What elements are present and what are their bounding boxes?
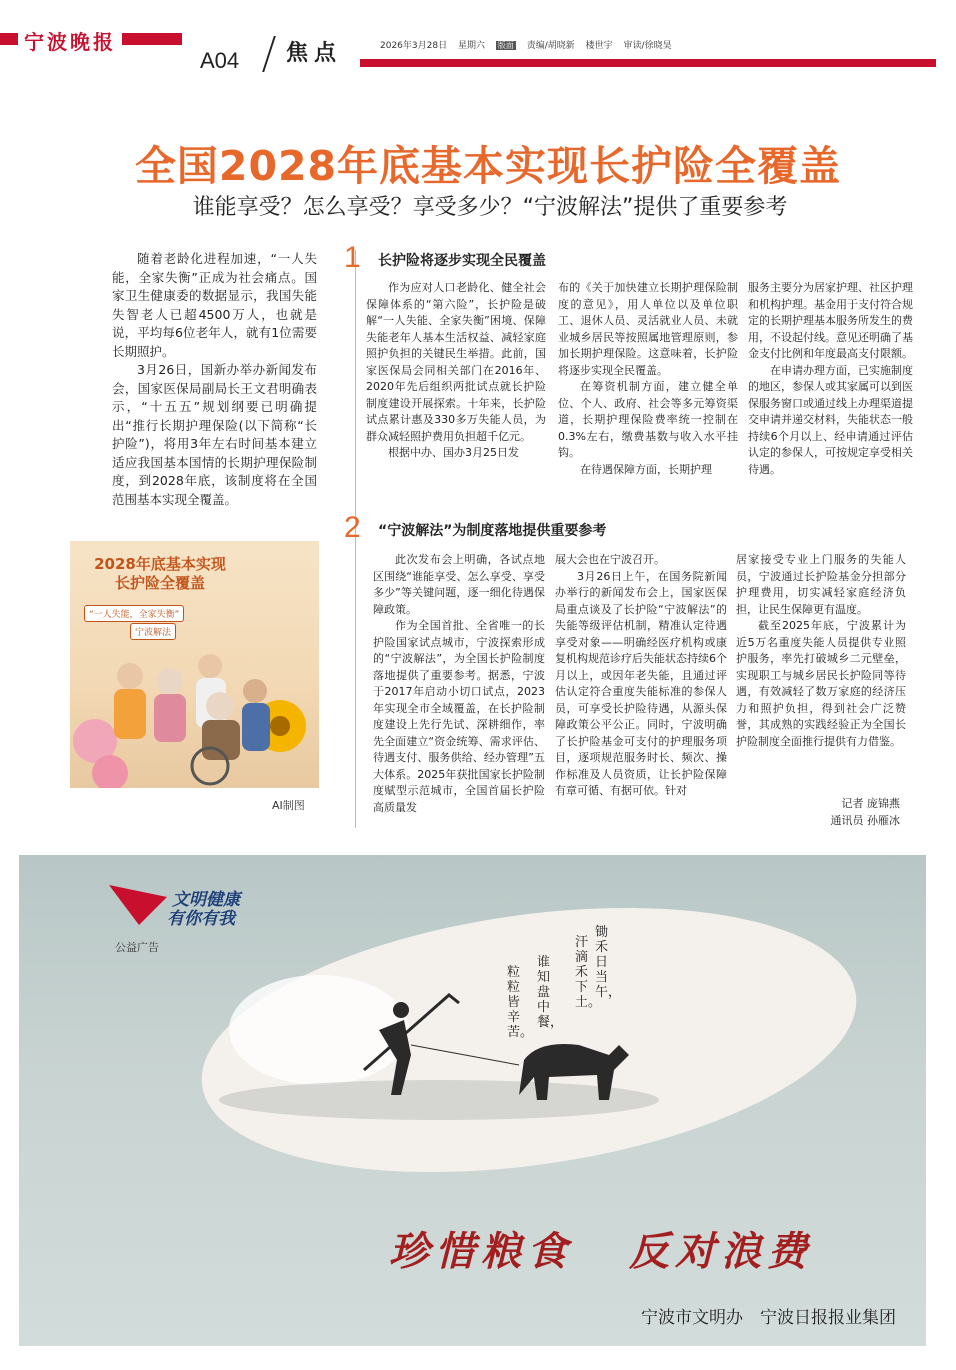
paragraph: 在筹资机制方面，建立健全单位、个人、政府、社会等多元筹资渠道，长期护理保险费率统一控制在0.3%左右，缴费基数与收入水平挂钩。 <box>558 380 738 459</box>
section-number: 2 <box>344 511 361 544</box>
section-name: 焦点 <box>286 41 343 66</box>
paragraph: 展大会也在宁波召开。 <box>555 553 665 566</box>
public-service-ad <box>19 855 926 1346</box>
illustration-title-line: 2028年底基本实现 <box>94 555 226 573</box>
paragraph: 截至2025年底，宁波累计为近5万名重度失能人员提供专业照护服务，率先打破城乡二元壁垒，实现职工与城乡居民长护险同等待遇，有效减轻了数万家庭的经济压力和照护负担，得到社会广泛赞誉，其成熟的实践经验正为全国长护险制度全面推行提供有力借鉴。 <box>736 619 906 748</box>
paragraph: 此次发布会上明确，各试点地区围绕“谁能享受、怎么享受、享受多少”等关键问题，逐一细化待遇保障政策。 <box>373 553 545 616</box>
ad-label: 公益广告 <box>115 941 159 954</box>
ad-headline: 反对浪费 <box>629 1228 813 1275</box>
text-column <box>366 280 546 462</box>
flag-icon <box>109 885 167 925</box>
editor: 责编/胡晓新 <box>526 41 575 51</box>
paragraph: 布的《关于加快建立长期护理保险制度的意见》，用人单位以及单位职工、退休人员、灵活就业人员、未就业城乡居民等按照属地管理原则，参加长期护理保险。这意味着，长护险将逐步实现全民覆盖。 <box>558 281 738 377</box>
illustration-title-line: 长护险全覆盖 <box>114 574 205 592</box>
image-caption: AI制图 <box>272 799 305 812</box>
poem-line: 汗滴禾下土。 <box>575 935 602 1010</box>
header-rule <box>360 59 936 67</box>
byline-correspondent: 通讯员 孙雁冰 <box>830 814 900 827</box>
text-column <box>373 552 545 816</box>
ad-slogan: 文明健康 <box>172 890 240 910</box>
text-column <box>736 552 906 750</box>
proofreader: 审读/徐晓昊 <box>623 41 672 51</box>
meta-tag: 版面 <box>497 41 514 50</box>
newspaper-logo: 宁波晚报 <box>18 26 122 55</box>
section-title: 长护险将逐步实现全民覆盖 <box>378 253 546 269</box>
lead-paragraph: 3月26日，国新办举办新闻发布会，国家医保局副局长王文君明确表示，“十五五”规划纲要已明确提出“推行长期护理保险(以下简称“长护险”)，将用3年左右时间基本建立适应我国基本国情的长期护理保险制度，到2028年底，该制度将在全国范围基本实现全覆盖。 <box>112 362 317 507</box>
text-column <box>558 280 738 478</box>
date: 2026年3月28日 <box>380 41 448 51</box>
lead-paragraph: 随着老龄化进程加速，“一人失能，全家失衡”正成为社会痛点。国家卫生健康委的数据显示，我国失能失智老人已超4500万人，也就是说，平均每6位老年人，就有1位需要长期照护。 <box>112 251 317 359</box>
byline <box>770 795 900 829</box>
paragraph: 作为全国首批、全省唯一的长护险国家试点城市，宁波探索形成的“宁波解法”，为全国长护险制度落地提供了重要参考。据悉，宁波于2017年启动小切口试点，2023年实现全市全域覆盖，在长护险制度建设上先行先试、深耕细作，率先全面建立“资金统筹、需求评估、待遇支付、服务供给、经办管理”五大体系。2025年获批国家长护险制度赋型示范城市，全国首届长护险高质量发 <box>373 619 545 814</box>
family-illustration <box>70 541 319 788</box>
poem-line: 粒粒皆辛苦。 <box>507 965 534 1040</box>
paragraph: 在申请办理方面，已实施制度的地区，参保人或其家属可以到医保服务窗口或通过线上办理渠道提交申请并递交材料，失能状态一般持续6个月以上、经申请通过评估认定的参保人，可按规定享受相关待遇。 <box>748 363 913 476</box>
lead-text <box>112 250 317 509</box>
section-title: “宁波解法”为制度落地提供重要参考 <box>378 523 607 539</box>
subheadline: 谁能享受？怎么享受？享受多少？“宁波解法”提供了重要参考 <box>192 195 788 220</box>
illustration-badge: “一人失能，全家失衡” <box>84 605 184 622</box>
section-number: 1 <box>344 241 361 274</box>
text-column <box>748 280 913 478</box>
ad-slogan: 有你有我 <box>167 909 235 929</box>
poem-line: 谁知盘中餐， <box>537 955 564 1030</box>
ad-headline: 珍惜粮食 <box>389 1228 573 1275</box>
paragraph: 在待遇保障方面，长期护理 <box>580 462 712 476</box>
paragraph: 根据中办、国办3月25日发 <box>388 446 519 459</box>
illustration-image <box>70 541 319 788</box>
designer: 楼世宇 <box>585 41 613 51</box>
page-number: A04 <box>200 48 240 73</box>
page-meta <box>380 38 680 51</box>
poem-line: 锄禾日当午， <box>595 925 622 1000</box>
paragraph: 服务主要分为居家护理、社区护理和机构护理。基金用于支付符合规定的长期护理基本服务所发生的费用，不设起付线。意见还明确了基金支付比例和年度最高支付限额。 <box>748 281 913 360</box>
paragraph: 3月26日上午，在国务院新闻办举行的新闻发布会上，国家医保局重点谈及了长护险“宁波解法”的失能等级评估机制，精准认定待遇享受对象——明确经医疗机构或康复机构规范诊疗后失能状态持续6个月以上，或因年老失能，且通过评估认定符合重度失能标准的参保人员，可享受长护险待遇，从源头保障政策公平公正。同时，宁波明确了长护险基金可支付的护理服务项目，逐项规范服务时长、频次、操作标准及人员资质，让长护险保障有章可循、有据可依。针对 <box>555 569 727 797</box>
paragraph: 作为应对人口老龄化、健全社会保障体系的“第六险”，长护险是破解“一人失能、全家失衡”困境、保障失能老年人基本生活权益、减轻家庭照护负担的关键民生举措。此前，国家医保局会同相关部门在2016年、2020年先后组织两批试点就长护险制度建设开展探索。十年来，长护险试点累计惠及330多万失能人员，为群众减轻照护费用负担超千亿元。 <box>366 281 546 443</box>
divider <box>262 36 276 72</box>
illustration-badge: 宁波解法 <box>130 623 176 640</box>
byline-reporter: 记者 庞锦燕 <box>841 797 900 810</box>
weekday: 星期六 <box>457 41 485 51</box>
ad-sponsor: 宁波市文明办 宁波日报报业集团 <box>641 1308 896 1328</box>
headline: 全国2028年底基本实现长护险全覆盖 <box>134 142 842 190</box>
paragraph: 居家接受专业上门服务的失能人员，宁波通过长护险基金分担部分护理费用，切实减轻家庭经济负担，让民生保障更有温度。 <box>736 553 906 616</box>
text-column <box>555 552 727 800</box>
